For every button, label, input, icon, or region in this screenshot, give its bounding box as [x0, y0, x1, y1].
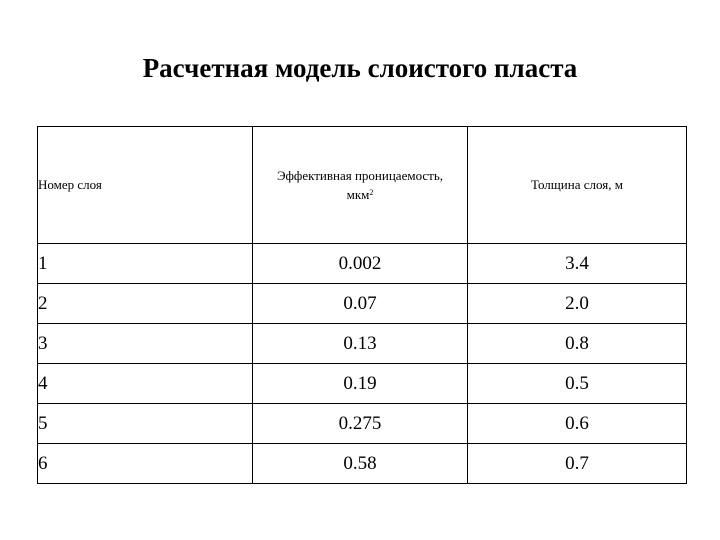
- cell-layer-number: 4: [38, 364, 253, 404]
- layer-model-table: [37, 126, 687, 484]
- cell-thickness: 3.4: [468, 244, 687, 284]
- cell-layer-number: 3: [38, 324, 253, 364]
- cell-permeability: 0.275: [253, 404, 468, 444]
- table-header-row: [38, 127, 687, 244]
- header-permeability-label: Эффективная проницаемость,: [276, 168, 444, 183]
- cell-permeability: 0.07: [253, 284, 468, 324]
- cell-layer-number: 6: [38, 444, 253, 484]
- cell-permeability: 0.002: [253, 244, 468, 284]
- table-row: [38, 404, 687, 444]
- cell-thickness: 0.5: [468, 364, 687, 404]
- header-layer-number: Номер слоя: [38, 127, 253, 244]
- cell-layer-number: 1: [38, 244, 253, 284]
- table-row: [38, 244, 687, 284]
- header-permeability-unit-exponent: 2: [369, 188, 374, 197]
- cell-permeability: 0.58: [253, 444, 468, 484]
- page-title: Расчетная модель слоистого пласта: [142, 53, 578, 83]
- table-row: [38, 284, 687, 324]
- cell-thickness: 0.7: [468, 444, 687, 484]
- header-layer-thickness: Толщина слоя, м: [468, 127, 687, 244]
- header-effective-permeability: [253, 127, 468, 244]
- header-permeability-unit: мкм: [346, 187, 370, 202]
- table-row: [38, 444, 687, 484]
- table-row: [38, 324, 687, 364]
- cell-permeability: 0.13: [253, 324, 468, 364]
- cell-permeability: 0.19: [253, 364, 468, 404]
- cell-thickness: 0.8: [468, 324, 687, 364]
- cell-thickness: 2.0: [468, 284, 687, 324]
- table-row: [38, 364, 687, 404]
- cell-layer-number: 5: [38, 404, 253, 444]
- cell-thickness: 0.6: [468, 404, 687, 444]
- cell-layer-number: 2: [38, 284, 253, 324]
